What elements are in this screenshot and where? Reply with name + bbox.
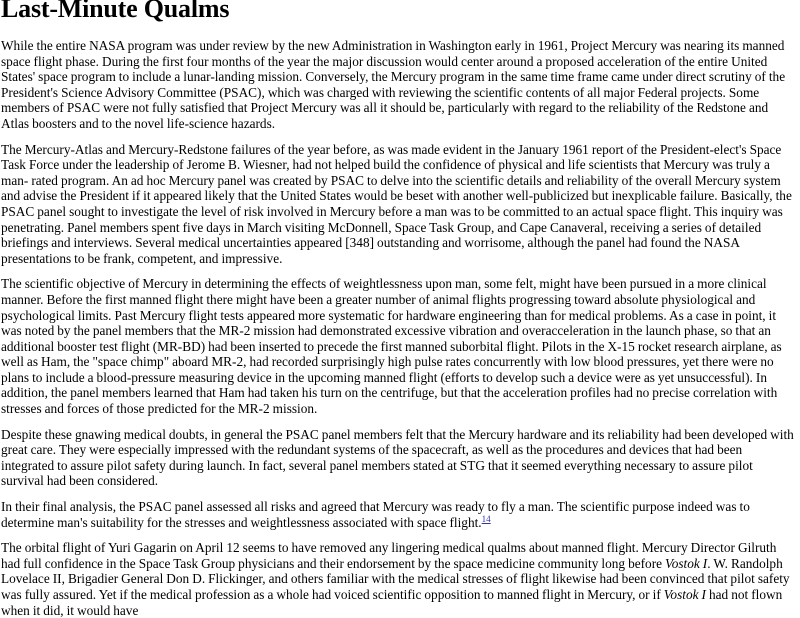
paragraph-1: While the entire NASA program was under review by the new Administration in Washington early in 1961, Project Mercury was nearing its manned space flight phase. During the first four months of the year the major discussion would center around a proposed acceleration of the entire United States' space program to include a lunar-landing mission. Conversely, the Mercury program in the same time frame came under direct scrutiny of the President's Science Advisory Committee (PSAC), which was charged with reviewing the scientific contents of all major Federal projects. Some members of PSAC were not fully satisfied that Project Mercury was all it should be, particularly with regard to the reliability of the Redstone and Atlas boosters and to the novel life-science hazards. xyxy=(1,38,786,131)
vostok-italic-1: Vostok I xyxy=(665,555,708,571)
footnote-link-14[interactable]: 14 xyxy=(481,513,491,524)
page-title: Last-Minute Qualms xyxy=(1,0,230,23)
vostok-italic-2: Vostok I xyxy=(663,587,706,602)
paragraph-5 xyxy=(1,499,800,530)
paragraph-3: The scientific objective of Mercury in determining the effects of weightlessness upon man, some felt, might have been pursued in a more clinical manner. Before the first manned flight there might have been a greater number of animal flights progressing toward absolute physiological and psychological limits. Past Mercury flight tests appeared more systematic for hardware engineering than for medical problems. As a case in point, it was noted by the panel members that the MR-2 mission had demonstrated excessive vibration and overacceleration in the launch phase, so that an additional booster test flight (MR-BD) had been inserted to precede the first manned suborbital flight. Pilots in the X-15 rocket research airplane, as well as Ham, the "space chimp" aboard MR-2, had recorded surprisingly high pulse rates concurrently with low blood pressures, yet there were no plans to include a blood-pressure measuring device in the upcoming manned flight (efforts to develop such a device were as yet unsuccessful). In addition, the panel members learned that Ham had taken his turn on the centrifuge, but that the acceleration profiles had no precise correlation with stresses and forces of those predicted for the MR-2 mission. xyxy=(1,276,782,417)
paragraph-6-part-2: . W. Randolph Lovelace II, Brigadier General Don D. Flickinger, and others familiar with the medical stresses of flight likewise had been convinced that pilot safety was fully assured. Yet if the medical profession as a whole had voiced scientific opposition to manned flight in Mercury, or if xyxy=(1,555,790,602)
paragraph-6-part-1: The orbital flight of Yuri Gagarin on April 12 seems to have removed any lingering medical qualms about manned flight. Mercury Director Gilruth had full confidence in the Space Task Group physicians and their endorsement by the space medicine community long before xyxy=(1,540,777,571)
paragraph-6-part-3: had not flown when it did, it would have xyxy=(1,587,783,618)
paragraph-4: Despite these gnawing medical doubts, in general the PSAC panel members felt that the Mercury hardware and its reliability had been developed with great care. They were especially impressed with the redundant systems of the spacecraft, as well as the procedures and devices that had been integrated to assure pilot safety during launch. In fact, several panel members stated at STG that it seemed everything necessary to assure pilot survival had been considered. xyxy=(1,426,794,489)
paragraph-6 xyxy=(1,540,800,618)
paragraph-5-text: In their final analysis, the PSAC panel assessed all risks and agreed that Mercury was ready to fly a man. The scientific purpose indeed was to determine man's suitability for the stresses and weightlessness associated with space flight. xyxy=(1,499,750,530)
footnote-superscript xyxy=(482,514,491,524)
paragraph-2: The Mercury-Atlas and Mercury-Redstone failures of the year before, as was made evident in the January 1961 report of the President-elect's Space Task Force under the leadership of Jerome B. Wiesner, had not helped build the confidence of physical and life scientists that Mercury was truly a man- rated program. An ad hoc Mercury panel was created by PSAC to delve into the scientific details and reliability of the overall Mercury system and advise the President if it appeared likely that the United States would be beset with another well-publicized but inexplicable failure. Basically, the PSAC panel sought to investigate the level of risk involved in Mercury before a man was to be committed to an actual space flight. This inquiry was penetrating. Panel members spent five days in March visiting McDonnell, Space Task Group, and Cape Canaveral, receiving a series of detailed briefings and interviews. Several medical uncertainties appeared [348] outstanding and worrisome, although the panel had found the NASA presentations to be frank, competent, and impressive. xyxy=(1,141,792,266)
